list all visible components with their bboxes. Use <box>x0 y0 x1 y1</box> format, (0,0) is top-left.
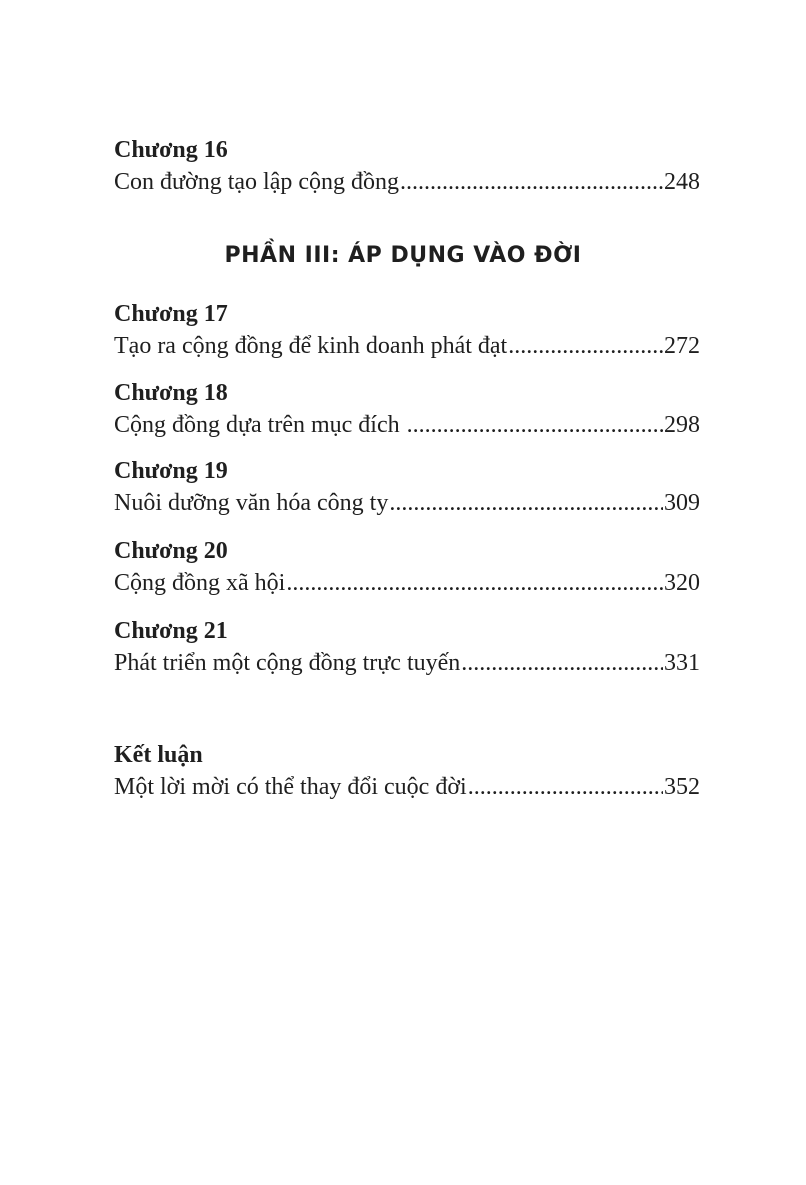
toc-entry-conclusion <box>114 740 700 804</box>
chapter-label: Chương 18 <box>114 380 228 406</box>
toc-entry-chapter-17 <box>114 299 700 363</box>
page-number: 298 <box>664 412 700 438</box>
chapter-label: Chương 20 <box>114 538 228 564</box>
chapter-title: Phát triển một cộng đồng trực tuyến <box>114 650 461 676</box>
chapter-title: Cộng đồng xã hội <box>114 570 286 596</box>
chapter-title: Cộng đồng dựa trên mục đích <box>114 412 406 438</box>
page-number: 272 <box>664 333 700 359</box>
toc-line <box>114 329 700 363</box>
chapter-label: Chương 16 <box>114 137 228 163</box>
dot-leader <box>407 408 663 442</box>
chapter-label: Chương 21 <box>114 618 228 644</box>
toc-entry-chapter-19 <box>114 456 700 520</box>
page-number: 248 <box>664 169 700 195</box>
conclusion-label: Kết luận <box>114 742 203 768</box>
chapter-title: Nuôi dưỡng văn hóa công ty <box>114 490 389 516</box>
part-heading: PHẦN III: ÁP DỤNG VÀO ĐỜI <box>224 243 582 268</box>
toc-line <box>114 566 700 600</box>
toc-entry-chapter-18 <box>114 378 700 442</box>
dot-leader <box>389 486 663 520</box>
toc-line <box>114 770 700 804</box>
page-number: 309 <box>664 490 700 516</box>
dot-leader <box>468 770 663 804</box>
chapter-title: Con đường tạo lập cộng đồng <box>114 169 399 195</box>
dot-leader <box>286 566 663 600</box>
toc-line <box>114 165 700 199</box>
page-number: 320 <box>664 570 700 596</box>
page-number: 352 <box>664 774 700 800</box>
toc-line <box>114 646 700 680</box>
toc-entry-chapter-16 <box>114 135 700 199</box>
chapter-title: Tạo ra cộng đồng để kinh doanh phát đạt <box>114 333 508 359</box>
chapter-label: Chương 17 <box>114 301 228 327</box>
toc-line <box>114 408 700 442</box>
dot-leader <box>508 329 663 363</box>
conclusion-title: Một lời mời có thể thay đổi cuộc đời <box>114 774 467 800</box>
toc-line <box>114 486 700 520</box>
toc-entry-chapter-21 <box>114 616 700 680</box>
toc-entry-chapter-20 <box>114 536 700 600</box>
chapter-label: Chương 19 <box>114 458 228 484</box>
dot-leader <box>400 165 663 199</box>
page-number: 331 <box>664 650 700 676</box>
dot-leader <box>461 646 663 680</box>
